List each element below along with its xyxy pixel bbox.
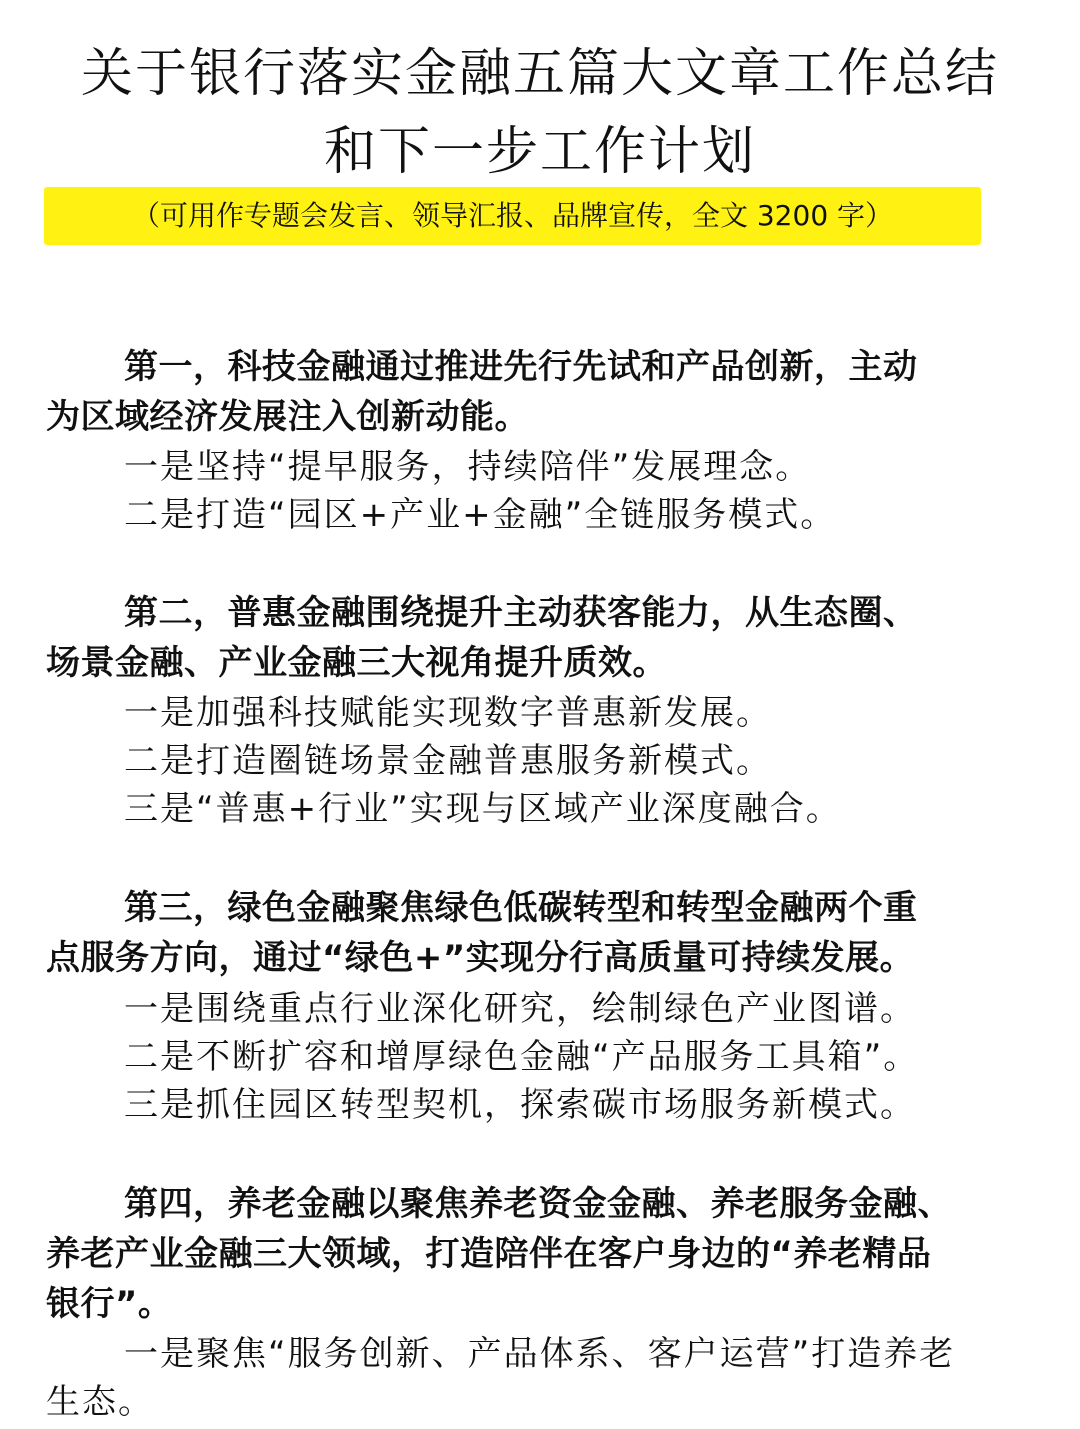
section-4-heading-line-3: 银行”。 [46, 1284, 173, 1324]
document-title-line-2: 和下一步工作计划 [323, 122, 756, 182]
document-title-line-1: 关于银行落实金融五篇大文章工作总结 [80, 44, 999, 104]
section-3-item-3: 三是抓住园区转型契机，探索碳市场服务新模式。 [124, 1085, 916, 1125]
section-1-heading-line-2: 为区域经济发展注入创新动能。 [46, 397, 529, 437]
section-2-item-3: 三是“普惠+行业”实现与区域产业深度融合。 [124, 789, 842, 829]
section-4-heading-line-1: 第四，养老金融以聚焦养老资金金融、养老服务金融、 [124, 1184, 952, 1224]
section-3-item-1: 一是围绕重点行业深化研究，绘制绿色产业图谱。 [124, 989, 916, 1029]
section-3-heading-line-2: 点服务方向，通过“绿色+”实现分行高质量可持续发展。 [46, 938, 915, 978]
section-4-item-1-continued: 生态。 [46, 1382, 154, 1422]
document-subtitle: （可用作专题会发言、领导汇报、品牌宣传，全文 3200 字） [131, 199, 894, 232]
section-2-item-1: 一是加强科技赋能实现数字普惠新发展。 [124, 693, 772, 733]
section-1-item-1: 一是坚持“提早服务，持续陪伴”发展理念。 [124, 447, 812, 487]
section-2-heading-line-2: 场景金融、产业金融三大视角提升质效。 [46, 643, 667, 683]
section-2-item-2: 二是打造圈链场景金融普惠服务新模式。 [124, 741, 772, 781]
section-2-heading-line-1: 第二，普惠金融围绕提升主动获客能力，从生态圈、 [124, 593, 918, 633]
section-3-heading-line-1: 第三，绿色金融聚焦绿色低碳转型和转型金融两个重 [124, 888, 918, 928]
section-1-item-2: 二是打造“园区+产业+金融”全链服务模式。 [124, 495, 837, 535]
section-1-heading-line-1: 第一，科技金融通过推进先行先试和产品创新，主动 [124, 347, 918, 387]
section-4-heading-line-2: 养老产业金融三大领域，打造陪伴在客户身边的“养老精品 [46, 1234, 932, 1274]
section-3-item-2: 二是不断扩容和增厚绿色金融“产品服务工具箱”。 [124, 1037, 920, 1077]
section-4-item-1: 一是聚焦“服务创新、产品体系、客户运营”打造养老 [124, 1334, 956, 1374]
